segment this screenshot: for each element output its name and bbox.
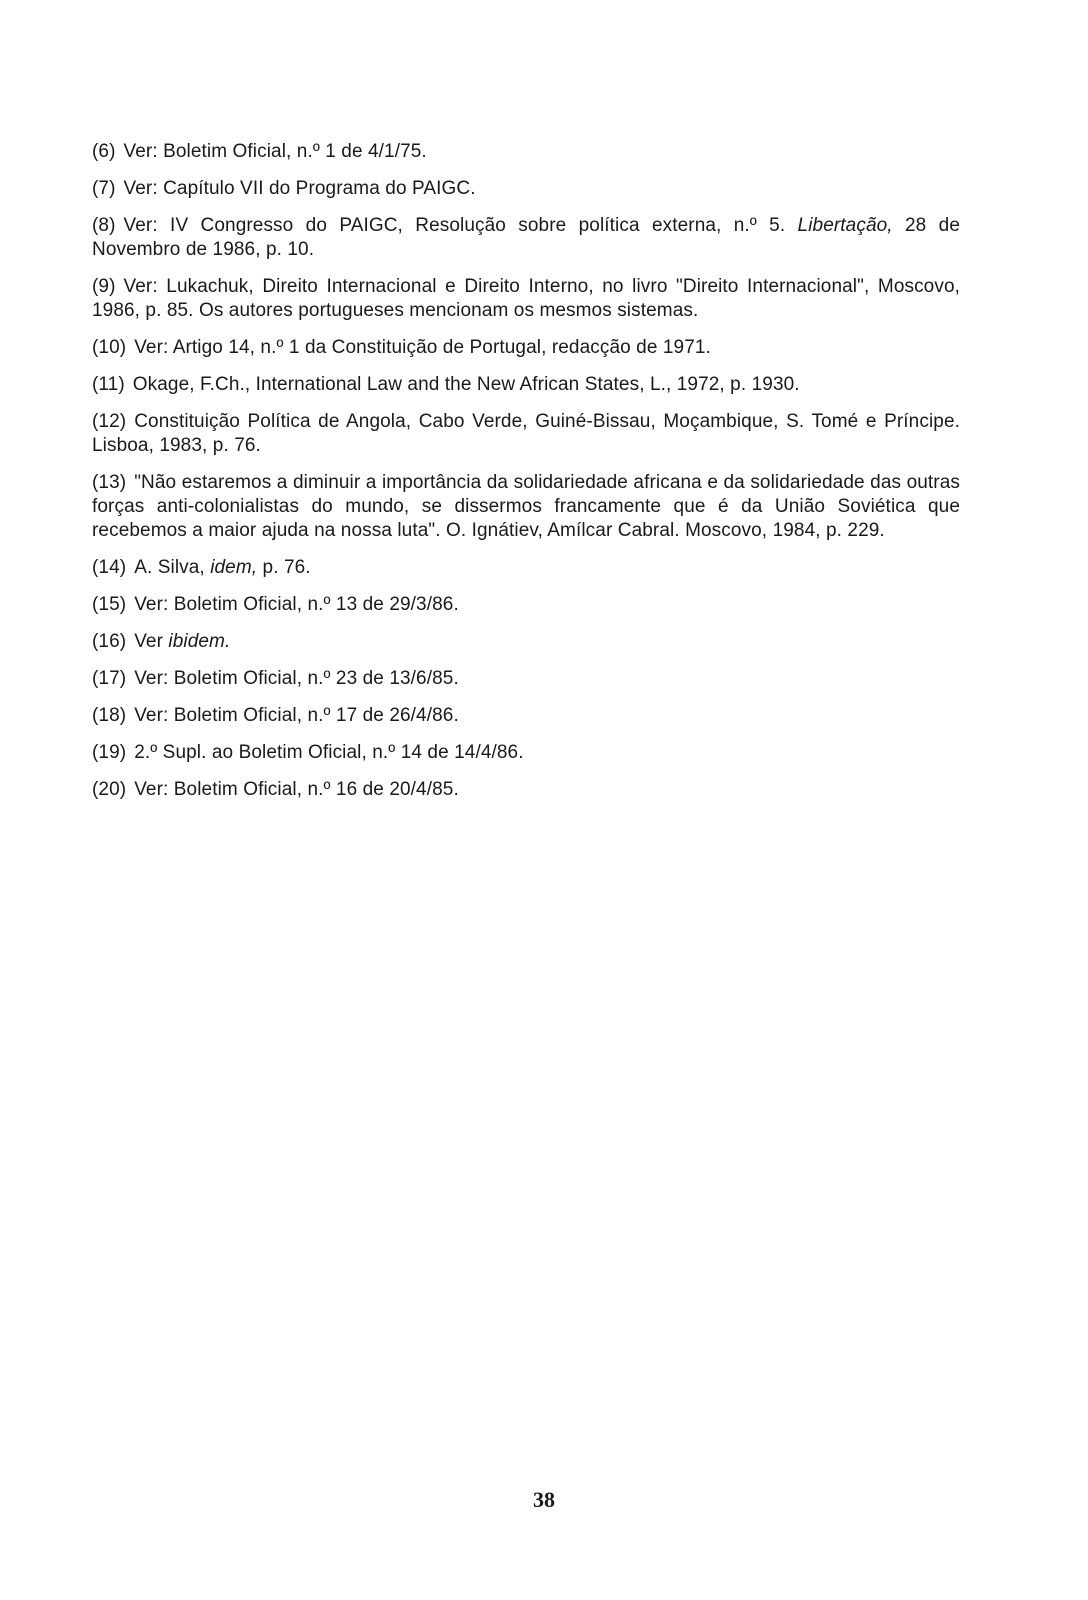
footnote-number: (9)	[92, 276, 116, 297]
footnote	[92, 471, 960, 543]
footnote-text: Ver: Boletim Oficial, n.º 23 de 13/6/85.	[134, 668, 459, 689]
footnote-number: (15)	[92, 594, 127, 615]
footnote	[92, 778, 960, 802]
footnote-text: Ver: Lukachuk, Direito Internacional e Direito Interno, no livro "Direito Internacional", Moscovo, 1986, p. 85. Os autores portugueses mencionam os mesmos sistemas.	[92, 276, 960, 321]
footnote-number: (18)	[92, 705, 127, 726]
footnote-text: "Não estaremos a diminuir a importância da solidariedade africana e da solidariedade das outras forças anti-colonialistas do mundo, se dissermos francamente que é da União Soviética que recebemos a maior ajuda na nossa luta". O. Ignátiev, Amílcar Cabral. Moscovo, 1984, p. 229.	[92, 472, 960, 541]
footnote-number: (13)	[92, 472, 127, 493]
footnote-text: Constituição Política de Angola, Cabo Verde, Guiné-Bissau, Moçambique, S. Tomé e Príncipe. Lisboa, 1983, p. 76.	[92, 411, 960, 456]
footnote-text: Ver: Boletim Oficial, n.º 1 de 4/1/75.	[123, 141, 427, 162]
footnote-number: (12)	[92, 411, 127, 432]
footnote-number: (20)	[92, 779, 127, 800]
footnote	[92, 593, 960, 617]
footnote	[92, 275, 960, 323]
footnote	[92, 630, 960, 654]
footnote	[92, 667, 960, 691]
footnotes-list	[92, 140, 960, 815]
footnote	[92, 410, 960, 458]
footnote-text: Ver	[134, 631, 169, 652]
footnote-text: 28 de Novembro de 1986, p. 10.	[92, 215, 960, 260]
footnote-italic-text: idem,	[210, 557, 258, 578]
footnote-number: (19)	[92, 742, 127, 763]
footnote-number: (17)	[92, 668, 127, 689]
footnote-text: Ver: Boletim Oficial, n.º 17 de 26/4/86.	[134, 705, 459, 726]
page-number: 38	[533, 1487, 555, 1512]
footnote-italic-text: Libertação,	[797, 215, 893, 236]
footnote-number: (8)	[92, 215, 116, 236]
footnote-number: (6)	[92, 141, 116, 162]
footnote	[92, 214, 960, 262]
footnote-text: Okage, F.Ch., International Law and the New African States, L., 1972, p. 1930.	[132, 374, 800, 395]
footnote	[92, 177, 960, 201]
footnote-text: p. 76.	[257, 557, 311, 578]
footnote-text: Ver: Artigo 14, n.º 1 da Constituição de Portugal, redacção de 1971.	[134, 337, 711, 358]
footnote-text: Ver: Boletim Oficial, n.º 16 de 20/4/85.	[134, 779, 459, 800]
footnote-text: Ver: Boletim Oficial, n.º 13 de 29/3/86.	[134, 594, 459, 615]
footnote	[92, 741, 960, 765]
footnote	[92, 140, 960, 164]
footnote	[92, 704, 960, 728]
footnote-text: A. Silva,	[134, 557, 211, 578]
footnote-text: Ver: Capítulo VII do Programa do PAIGC.	[123, 178, 476, 199]
footnote-italic-text: ibidem.	[168, 631, 231, 652]
footnote	[92, 556, 960, 580]
footnote-text: 2.º Supl. ao Boletim Oficial, n.º 14 de 14/4/86.	[134, 742, 524, 763]
footnote-number: (16)	[92, 631, 127, 652]
footnote-number: (14)	[92, 557, 127, 578]
footnote-number: (11)	[92, 374, 125, 395]
footnote-text: Ver: IV Congresso do PAIGC, Resolução sobre política externa, n.º 5.	[123, 215, 798, 236]
footnote-number: (10)	[92, 337, 127, 358]
footnote-number: (7)	[92, 178, 116, 199]
footnote	[92, 336, 960, 360]
footnote	[92, 373, 960, 397]
